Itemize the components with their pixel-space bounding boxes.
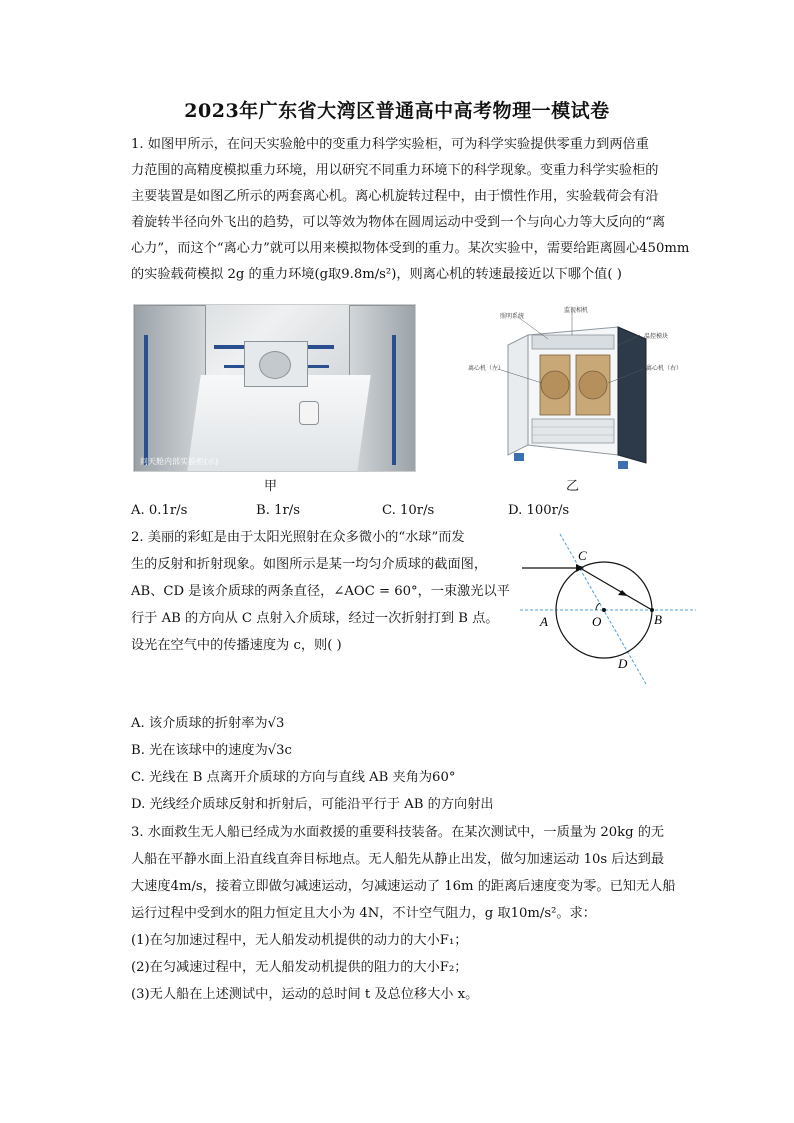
refracted-ray: [580, 568, 652, 610]
q3-line: 3. 水面救生无人船已经成为水面救援的重要科技装备。在某次测试中，一质量为 20kg 的无: [131, 825, 665, 840]
q2-option-c[interactable]: C. 光线在 B 点离开介质球的方向与直线 AB 夹角为60°: [131, 770, 456, 785]
q3-sub-question: (1)在匀加速过程中，无人船发动机提供的动力的大小F₁；: [131, 933, 468, 948]
label-d: D: [618, 656, 628, 671]
machine-label: 离心机（右）: [646, 365, 683, 372]
label-o: O: [592, 614, 602, 629]
photo-caption: 问天舱内部实验柜(示): [140, 457, 219, 466]
q1-option-a[interactable]: A. 0.1r/s: [131, 503, 188, 518]
angle-arc: [596, 603, 600, 610]
figure-a-caption: 甲: [264, 479, 278, 494]
machine-label: 监视相机: [564, 307, 589, 314]
q2-line: 2. 美丽的彩虹是由于太阳光照射在众多微小的“水球”而发: [131, 530, 465, 545]
q1-line: 力范围的高精度模拟重力环境，用以研究不同重力环境下的科学现象。变重力科学实验柜的: [131, 163, 659, 178]
q1-option-d[interactable]: D. 100r/s: [508, 503, 570, 518]
q1-line: 心力”，而这个“离心力”就可以用来模拟物体受到的重力。某次实验中，需要给距离圆心450mm: [131, 241, 690, 256]
space-station-photo: [133, 304, 416, 472]
q3-sub-question: (2)在匀减速过程中，无人船发动机提供的阻力的大小F₂；: [131, 960, 468, 975]
q1-line: 着旋转半径向外飞出的趋势，可以等效为物体在圆周运动中受到一个与向心力等大反向的“离: [131, 215, 666, 230]
q3-line: 大速度4m/s，接着立即做匀减速运动，匀减速运动了 16m 的距离后速度变为零。已知无人船: [131, 879, 676, 894]
q2-option-d[interactable]: D. 光线经介质球反射和折射后，可能沿平行于 AB 的方向射出: [131, 797, 494, 812]
q3-line: 人船在平静水面上沿直线直奔目标地点。无人船先从静止出发，做匀加速运动 10s 后达到最: [131, 852, 665, 867]
q1-line: 1. 如图甲所示，在问天实验舱中的变重力科学实验柜，可为科学实验提供零重力到两倍重: [131, 137, 649, 152]
label-b: B: [654, 612, 662, 627]
q1-option-b[interactable]: B. 1r/s: [256, 503, 300, 518]
q3-line: 运行过程中受到水的阻力恒定且大小为 4N，不计空气阻力，g 取10m/s²。求：: [131, 906, 596, 921]
q2-option-b[interactable]: B. 光在该球中的速度为√3c: [131, 743, 292, 758]
q1-option-c[interactable]: C. 10r/s: [382, 503, 435, 518]
exam-title: 2023年广东省大湾区普通高中高考物理一模试卷: [184, 100, 610, 122]
machine-label: 离心机（左）: [468, 365, 505, 372]
figure-b-caption: 乙: [566, 479, 580, 494]
centrifuge-svg: [468, 305, 682, 471]
center-point: [602, 608, 606, 612]
centrifuge-cabinet-illustration: [468, 305, 682, 471]
label-a: A: [540, 614, 548, 629]
q2-line: AB、CD 是该介质球的两条直径，∠AOC = 60°，一束激光以平: [131, 584, 510, 599]
q2-line: 设光在空气中的传播速度为 c，则( ): [131, 638, 342, 653]
q2-line: 行于 AB 的方向从 C 点射入介质球，经过一次折射打到 B 点。: [131, 611, 499, 626]
sphere-refraction-diagram: [520, 528, 696, 688]
machine-label: 照明系统: [500, 313, 525, 320]
point-c: [578, 566, 582, 570]
q2-option-a[interactable]: A. 该介质球的折射率为√3: [131, 716, 285, 731]
machine-label: 温控模块: [644, 333, 669, 340]
q3-sub-question: (3)无人船在上述测试中，运动的总时间 t 及总位移大小 x。: [131, 987, 479, 1002]
q1-line: 的实验载荷模拟 2g 的重力环境(g取9.8m/s²)，则离心机的转速最接近以下哪个值( ): [131, 267, 622, 282]
q2-line: 生的反射和折射现象。如图所示是某一均匀介质球的截面图，: [131, 557, 488, 572]
label-c: C: [578, 548, 587, 563]
sphere-svg: [520, 528, 696, 688]
q1-line: 主要装置是如图乙所示的两套离心机。离心机旋转过程中，由于惯性作用，实验载荷会有沿: [131, 189, 659, 204]
